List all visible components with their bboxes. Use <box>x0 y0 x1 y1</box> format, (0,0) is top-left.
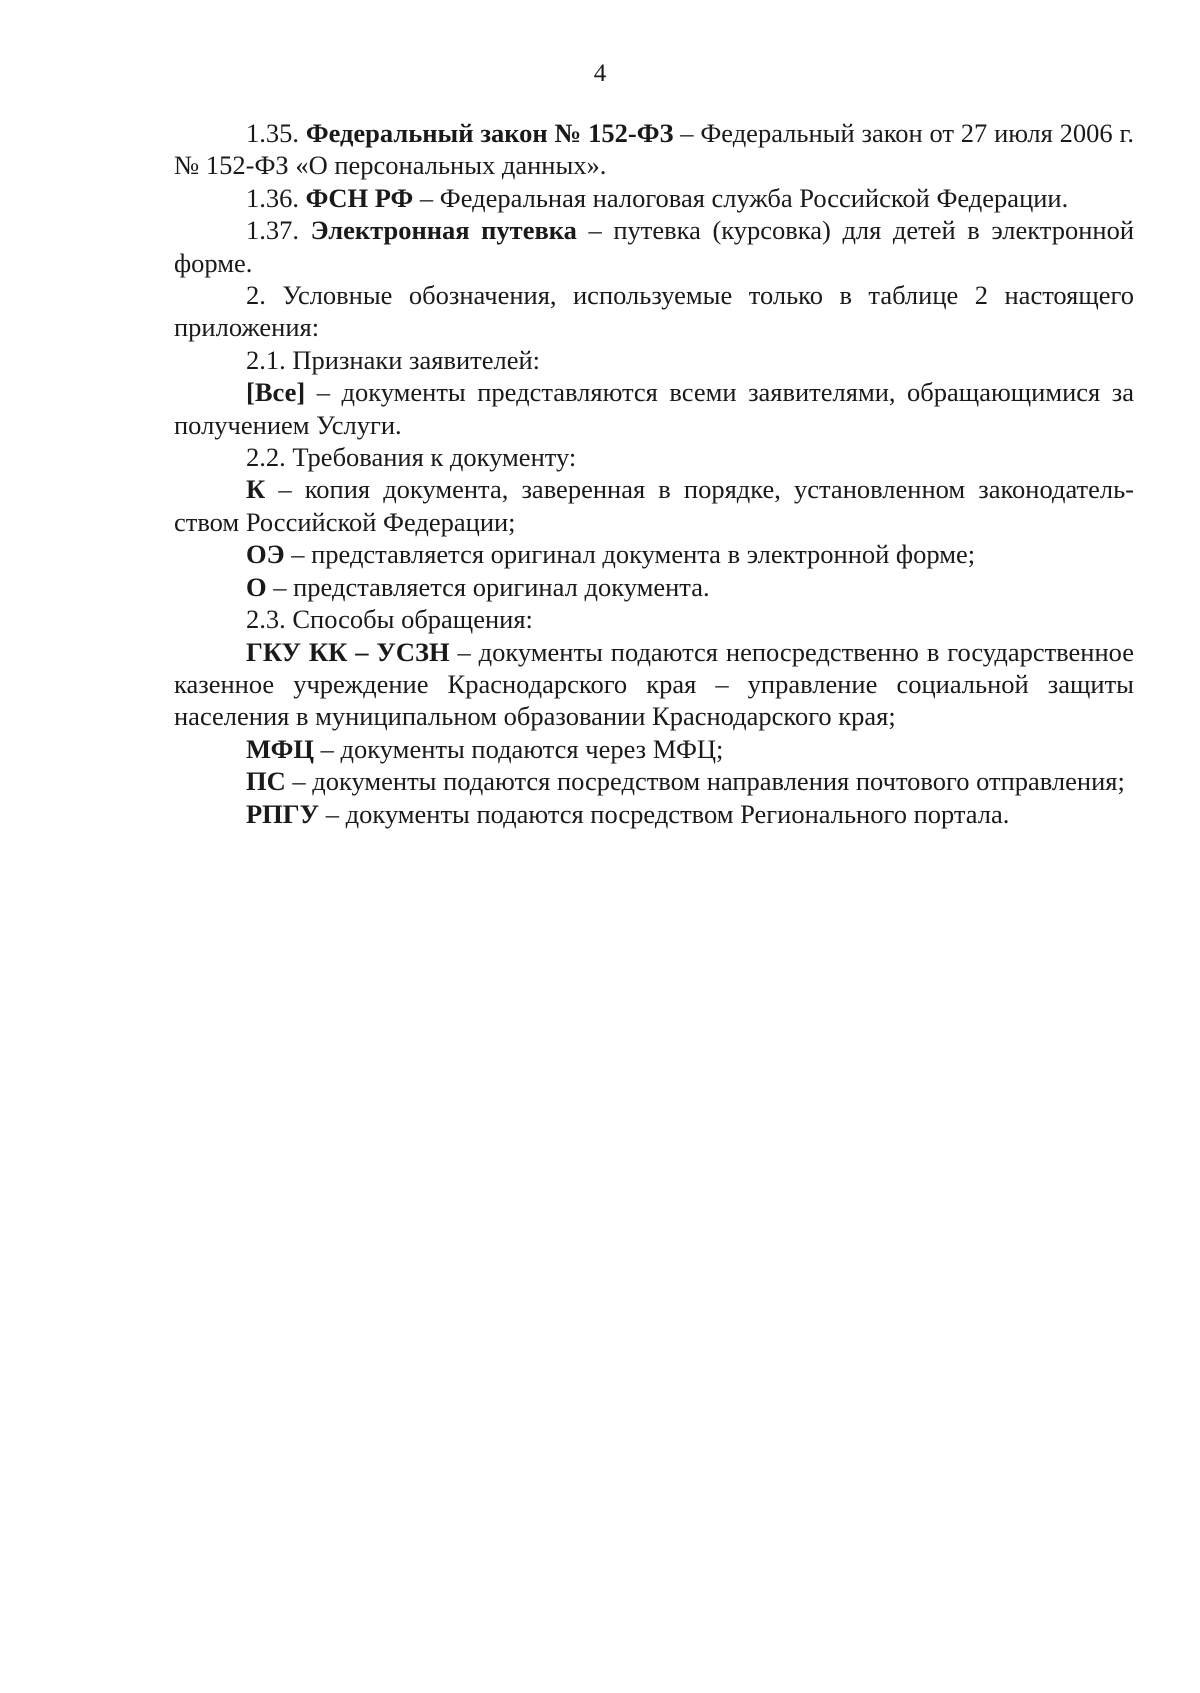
legend-code: ГКУ КК – УСЗН <box>246 636 450 667</box>
legend-text: – документы подаются непосредственно в государственное казенное учреждение Краснодарского края – управление социальной защиты населения в муниципальном образовании Краснодарского края; <box>174 636 1135 732</box>
definition-text: – путевка (курсовка) для детей в электронной форме. <box>174 215 1134 278</box>
legend-text: – документы подаются посредством Регионального портала. <box>319 798 1010 829</box>
page-number: 4 <box>593 60 607 87</box>
legend-code: РПГУ <box>246 798 320 829</box>
legend-text: – документы подаются посредством направления почтового отправления; <box>285 766 1125 797</box>
paragraph-text: 2.1. Признаки заявителей: <box>246 344 541 375</box>
subsection-heading <box>174 603 1134 635</box>
legend-paragraph <box>174 765 1134 797</box>
clause-number: 1.36. <box>246 182 306 213</box>
legend-text: – представляется оригинал документа в электронной форме; <box>284 539 976 570</box>
legend-paragraph <box>174 538 1134 570</box>
section-paragraph <box>174 279 1134 344</box>
subsection-heading <box>174 441 1134 473</box>
legend-code: ПС <box>246 766 286 797</box>
definition-text: – Федеральная налоговая служба Российской Федерации. <box>413 182 1069 213</box>
subsection-heading <box>174 344 1134 376</box>
legend-code: О <box>246 571 267 602</box>
legend-code: ОЭ <box>246 539 285 570</box>
legend-paragraph <box>174 798 1134 830</box>
defined-term: Федеральный закон № 152-ФЗ <box>305 118 674 148</box>
legend-code: К <box>246 474 266 505</box>
legend-text: – документы подаются через МФЦ; <box>314 733 724 764</box>
clause-number: 1.37. <box>246 215 311 246</box>
legend-text: – представляется оригинал документа. <box>266 571 710 602</box>
legend-paragraph <box>174 636 1134 733</box>
defined-term: ФСН РФ <box>305 182 414 213</box>
definition-text: – Федеральный закон от 27 июля 2006 г. № 152-ФЗ «О персональных данных». <box>174 118 1134 181</box>
legend-text: – копия документа, заверенная в порядке, установленном законодательством Российской Федерации; <box>174 474 1134 537</box>
legend-code: МФЦ <box>246 733 315 764</box>
document-body <box>174 117 1134 830</box>
legend-code: [Все] <box>246 377 306 408</box>
paragraph-text: 2. Условные обозначения, используемые только в таблице 2 настоящего приложения: <box>174 280 1134 343</box>
definition-paragraph <box>174 182 1134 214</box>
defined-term: Электронная путевка <box>310 215 577 246</box>
legend-paragraph <box>174 376 1134 441</box>
legend-text: – документы представляются всеми заявителями, обращающимися за получением Услуги. <box>174 377 1134 440</box>
clause-number: 1.35. <box>246 118 306 148</box>
legend-paragraph <box>174 473 1134 538</box>
definition-paragraph <box>174 214 1134 279</box>
legend-paragraph <box>174 571 1134 603</box>
legend-paragraph <box>174 733 1134 765</box>
paragraph-text: 2.2. Требования к документу: <box>246 442 577 473</box>
paragraph-text: 2.3. Способы обращения: <box>246 604 533 635</box>
definition-paragraph <box>174 117 1134 182</box>
